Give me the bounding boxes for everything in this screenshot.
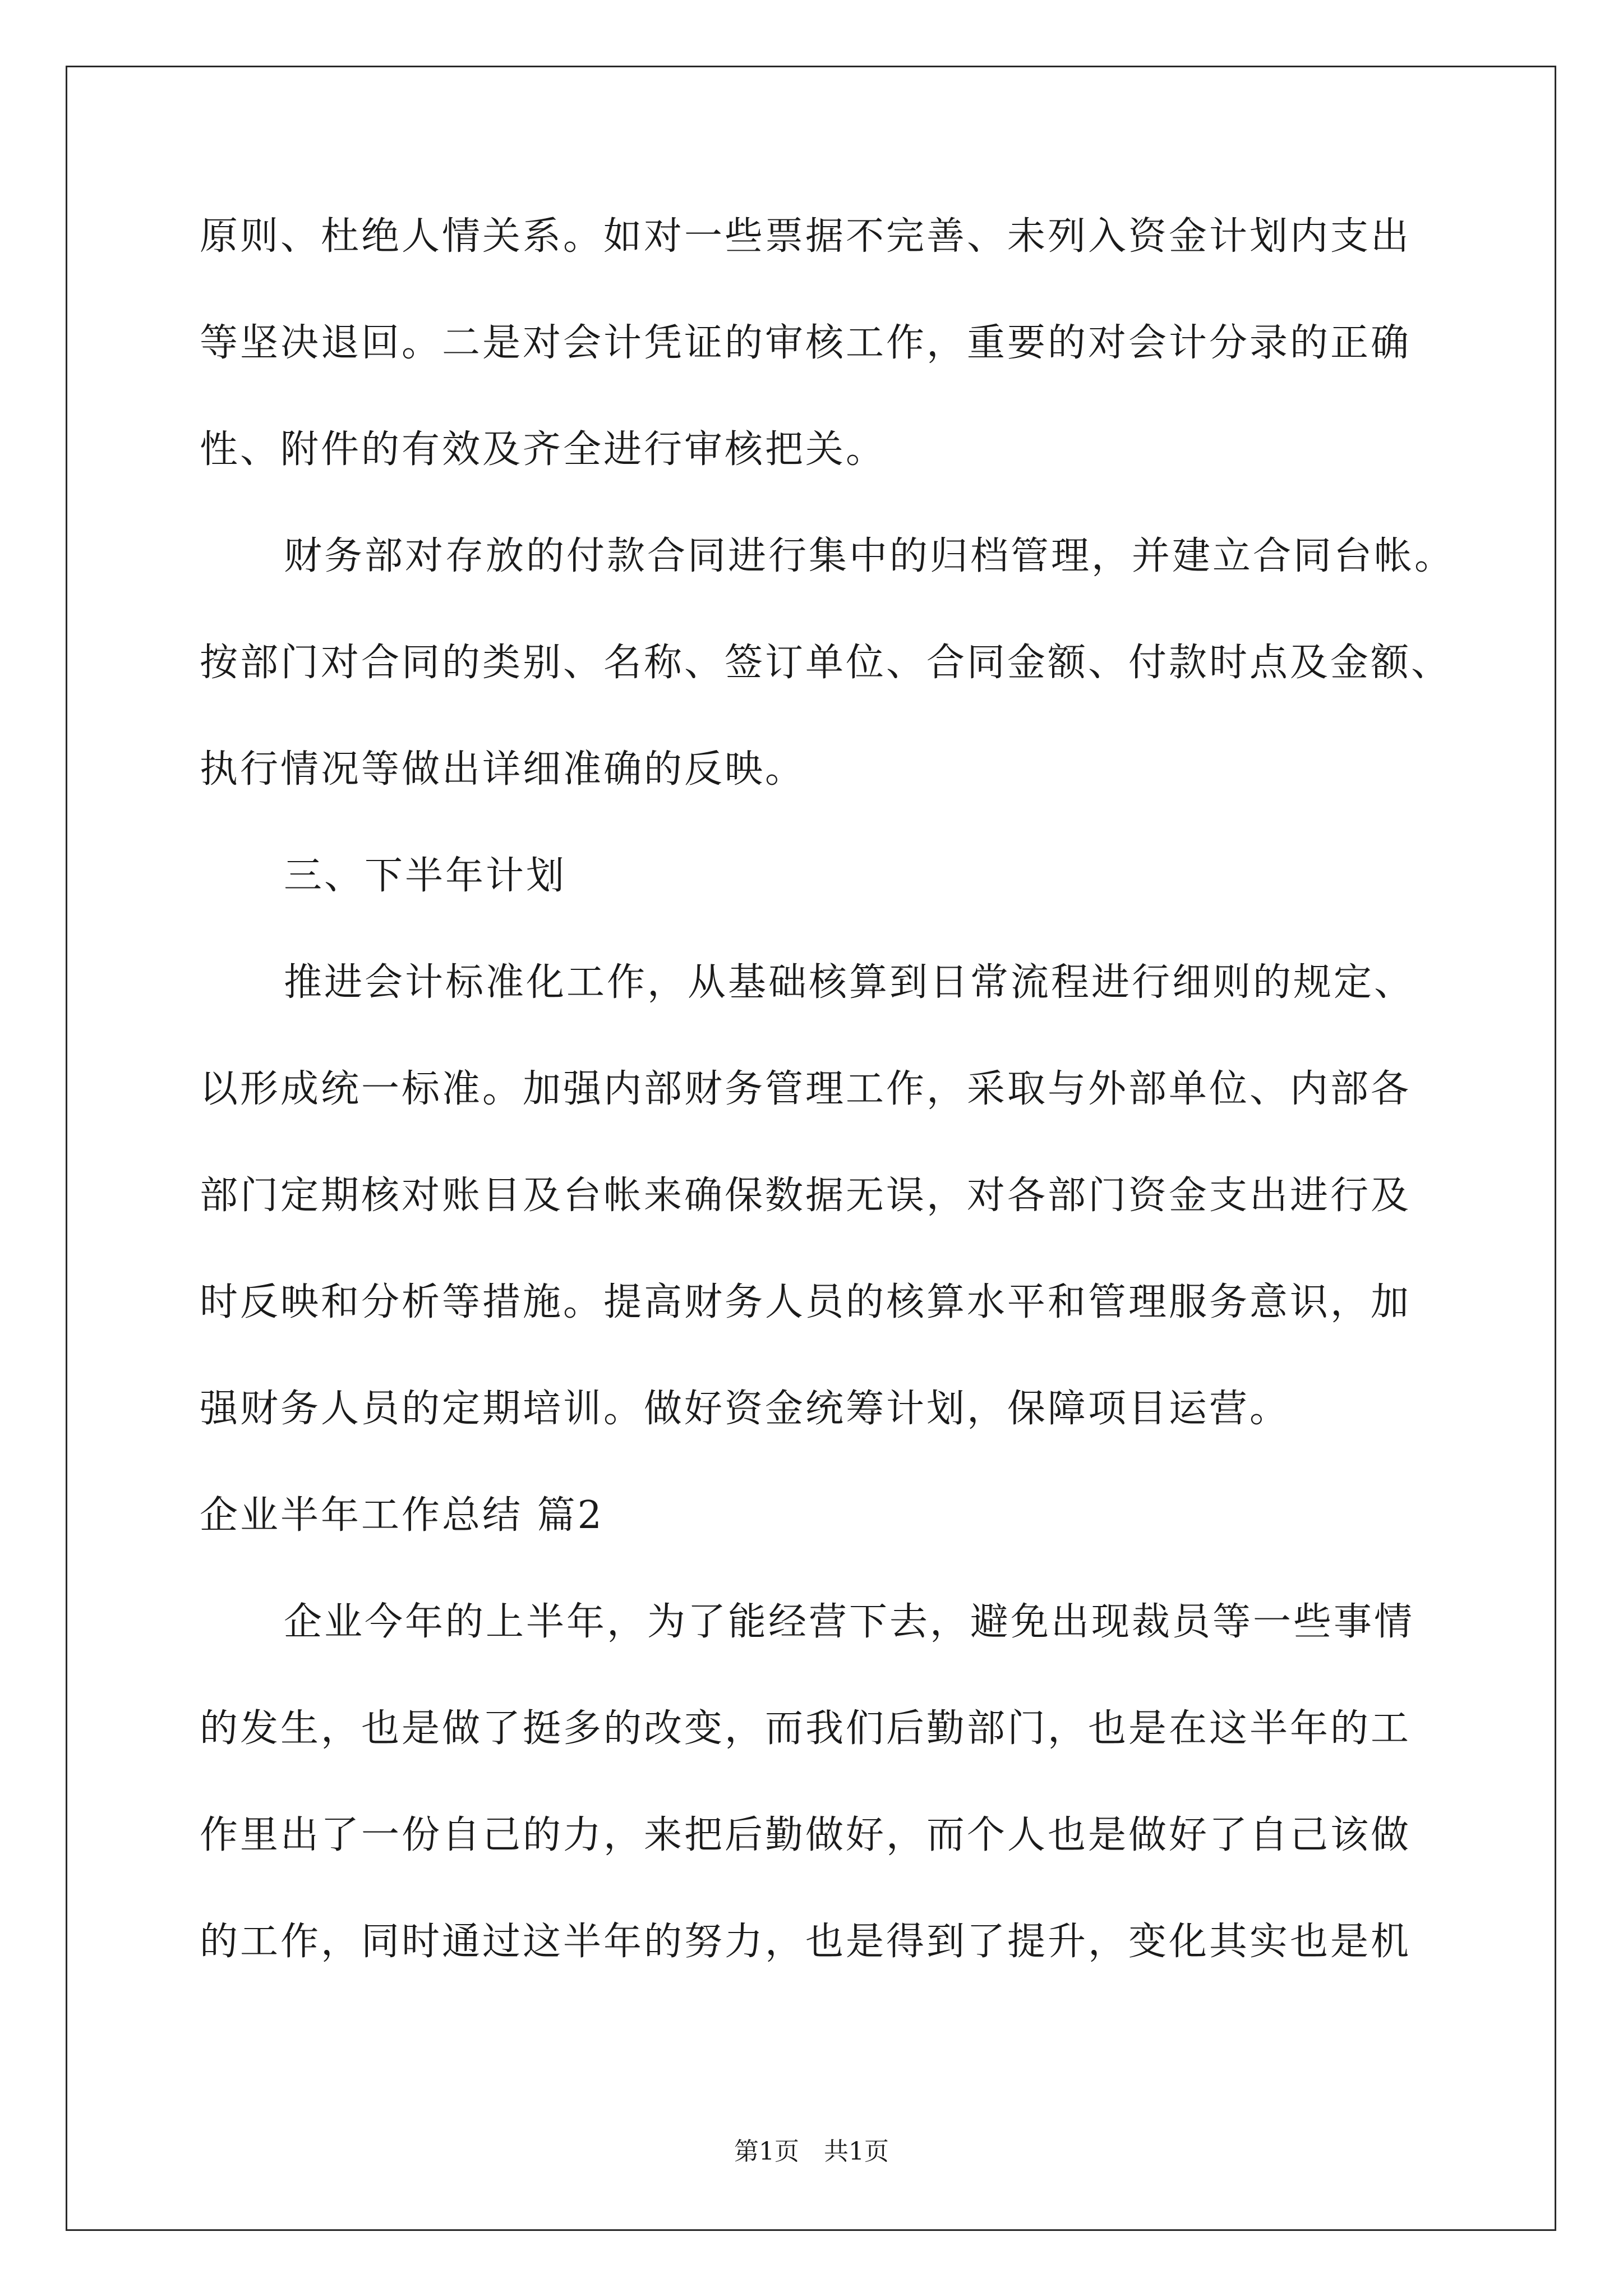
article-title: 企业半年工作总结 篇2 xyxy=(200,1493,604,1538)
text-line: 作里出了一份自己的力，来把后勤做好，而个人也是做好了自己该做 xyxy=(200,1813,1412,1857)
text-line: 等坚决退回。二是对会计凭证的审核工作，重要的对会计分录的正确 xyxy=(200,321,1412,365)
section-heading: 三、下半年计划 xyxy=(284,854,567,898)
text-line: 财务部对存放的付款合同进行集中的归档管理，并建立合同台帐。 xyxy=(284,534,1455,578)
text-line: 推进会计标准化工作，从基础核算到日常流程进行细则的规定、 xyxy=(284,960,1415,1005)
text-line: 原则、杜绝人情关系。如对一些票据不完善、未列入资金计划内支出 xyxy=(200,214,1412,259)
text-line: 部门定期核对账目及台帐来确保数据无误，对各部门资金支出进行及 xyxy=(200,1174,1412,1218)
text-line: 企业今年的上半年，为了能经营下去，避免出现裁员等一些事情 xyxy=(284,1600,1415,1644)
text-line: 按部门对合同的类别、名称、签订单位、合同金额、付款时点及金额、 xyxy=(200,641,1452,685)
text-line: 时反映和分析等措施。提高财务人员的核算水平和管理服务意识，加 xyxy=(200,1280,1412,1324)
document-body xyxy=(200,209,1490,2021)
text-line: 以形成统一标准。加强内部财务管理工作，采取与外部单位、内部各 xyxy=(200,1067,1412,1111)
text-line: 执行情况等做出详细准确的反映。 xyxy=(200,747,806,792)
text-line: 强财务人员的定期培训。做好资金统筹计划，保障项目运营。 xyxy=(200,1387,1290,1431)
text-line: 的工作，同时通过这半年的努力，也是得到了提升，变化其实也是机 xyxy=(200,1920,1412,1964)
text-line: 性、附件的有效及齐全进行审核把关。 xyxy=(200,427,887,472)
text-line: 的发生，也是做了挺多的改变，而我们后勤部门，也是在这半年的工 xyxy=(200,1706,1412,1751)
page-number-footer: 第1页 共1页 xyxy=(734,2137,889,2166)
